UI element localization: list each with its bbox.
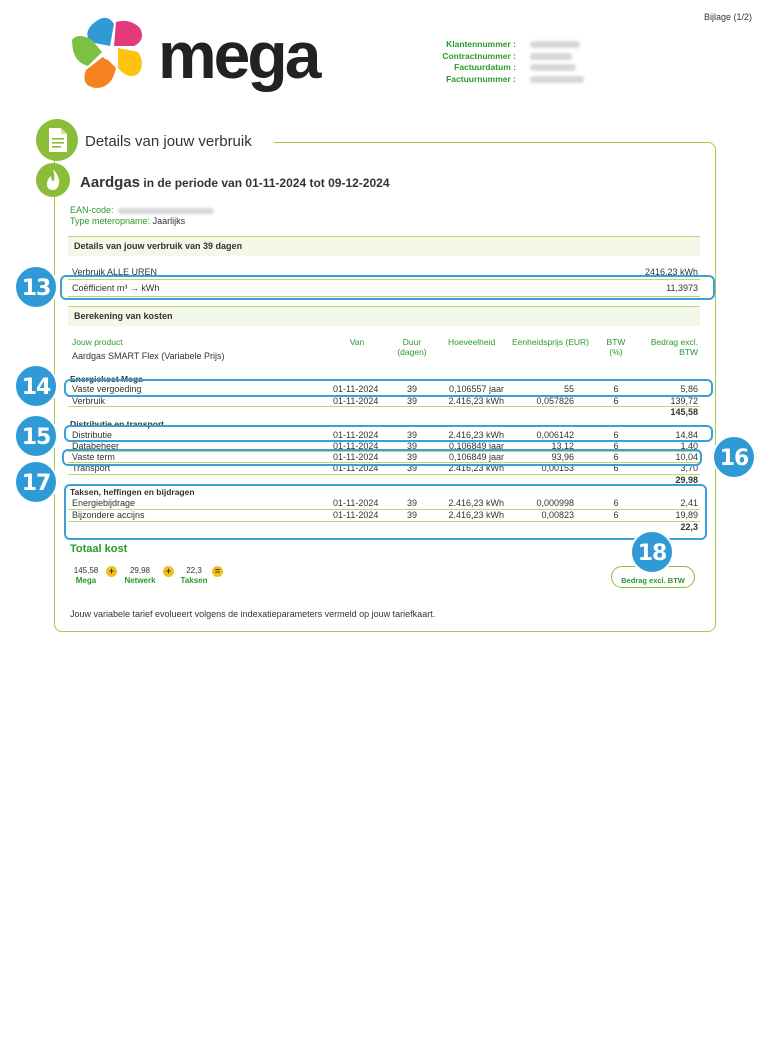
meter-info bbox=[70, 205, 214, 227]
label-customer-number: Klantennummer : bbox=[446, 39, 516, 49]
plus-icon: + bbox=[106, 566, 117, 577]
energy-type: Aardgas bbox=[80, 174, 141, 191]
callout-box-16 bbox=[62, 449, 702, 466]
group-title: Taksen, heffingen en bijdragen bbox=[70, 487, 195, 497]
equals-icon: = bbox=[212, 566, 223, 577]
ean-label: EAN-code: bbox=[70, 205, 114, 215]
table-row: Transport 01-11-2024 39 2.416,23 kWh 0,00153 6 3,70 bbox=[72, 463, 698, 473]
product-name-row bbox=[70, 350, 700, 362]
col-hoeveelheid: Hoeveelheid bbox=[448, 337, 496, 347]
energy-period: in de periode van 01-11-2024 tot 09-12-2024 bbox=[143, 176, 390, 190]
callout-badge-17: 17 bbox=[14, 460, 58, 504]
callout-box-17 bbox=[64, 484, 707, 540]
ean-redacted bbox=[118, 208, 214, 214]
group-title: Distributie en transport bbox=[70, 419, 164, 429]
brand-name: mega bbox=[158, 18, 319, 92]
meter-type-label: Type meteropname: bbox=[70, 216, 151, 226]
group-title: Energiekost Mega bbox=[70, 374, 143, 384]
meter-type-value: Jaarlijks bbox=[152, 216, 186, 226]
usage-label: Verbruik ALLE UREN bbox=[72, 267, 158, 277]
total-mega: 145,58 Mega bbox=[73, 566, 99, 585]
callout-box-15 bbox=[64, 425, 713, 442]
subtotal-taxes: 22,3 bbox=[680, 522, 698, 532]
header-labels bbox=[420, 39, 516, 85]
callout-badge-14: 14 bbox=[14, 364, 58, 408]
table-row: Databeheer 01-11-2024 39 0,106849 jaar 13,12 6 1,40 bbox=[72, 441, 698, 451]
coefficient-label: Coëfficient m³ → kWh bbox=[72, 283, 160, 293]
total-title: Totaal kost bbox=[70, 543, 128, 555]
document-icon-badge bbox=[36, 119, 78, 161]
costs-bar: Berekening van kosten bbox=[68, 306, 700, 326]
plus-icon: + bbox=[163, 566, 174, 577]
col-van: Van bbox=[349, 337, 365, 347]
callout-badge-15: 15 bbox=[14, 414, 58, 458]
tariff-note: Jouw variabele tarief evolueert volgens de indexatieparameters vermeld op jouw tariefkaart. bbox=[70, 609, 436, 619]
product-name: Aardgas SMART Flex (Variabele Prijs) bbox=[72, 351, 225, 361]
mega-logo-icon bbox=[68, 16, 146, 90]
subtotal-row bbox=[70, 406, 700, 418]
callout-box-14 bbox=[64, 379, 713, 397]
callout-badge-18: 18 bbox=[630, 530, 674, 574]
table-row: Vaste term 01-11-2024 39 0,106849 jaar 93,96 6 10,04 bbox=[72, 452, 698, 462]
header-values-redacted bbox=[530, 39, 590, 87]
usage-bar: Details van jouw verbruik van 39 dagen bbox=[68, 236, 700, 256]
coefficient-value: 11,3973 bbox=[666, 283, 698, 293]
callout-badge-13: 13 bbox=[14, 265, 58, 309]
label-invoice-date: Factuurdatum : bbox=[454, 62, 516, 72]
subtotal-mega: 145,58 bbox=[670, 407, 698, 417]
table-row: Energiebijdrage 01-11-2024 39 2.416,23 kWh 0,000998 6 2,41 bbox=[72, 498, 698, 508]
total-taxes: 22,3 Taksen bbox=[180, 566, 208, 585]
table-row: Bijzondere accijns 01-11-2024 39 2.416,23 kWh 0,00823 6 19,89 bbox=[72, 510, 698, 520]
flame-icon-badge bbox=[36, 163, 70, 197]
total-network: 29,98 Netwerk bbox=[124, 566, 156, 585]
usage-value: 2416,23 kWh bbox=[644, 267, 698, 277]
energy-header bbox=[80, 174, 390, 191]
document-icon bbox=[36, 119, 78, 161]
col-btw: BTW (%) bbox=[606, 337, 626, 357]
callout-badge-16: 16 bbox=[712, 435, 756, 479]
table-row: Distributie 01-11-2024 39 2.416,23 kWh 0,006142 6 14,84 bbox=[72, 430, 698, 440]
table-row: Verbruik 01-11-2024 39 2.416,23 kWh 0,057826 6 139,72 bbox=[72, 396, 698, 406]
attachment-label: Bijlage (1/2) bbox=[704, 12, 753, 22]
col-eenheidsprijs: Eenheidsprijs (EUR) bbox=[512, 337, 589, 347]
table-row: Vaste vergoeding 01-11-2024 39 0,106557 jaar 55 6 5,86 bbox=[72, 384, 698, 394]
label-invoice-number: Factuurnummer : bbox=[446, 73, 516, 84]
col-bedrag: Bedrag excl. BTW bbox=[650, 337, 698, 357]
flame-icon bbox=[36, 163, 70, 197]
subtotal-network: 29,98 bbox=[675, 475, 698, 485]
col-duur: Duur (dagen) bbox=[397, 337, 427, 357]
section-title: Details van jouw verbruik bbox=[85, 133, 252, 150]
col-product: Jouw product bbox=[72, 337, 123, 347]
label-contract-number: Contractnummer : bbox=[442, 50, 516, 61]
callout-box-13 bbox=[60, 275, 715, 300]
total-amount-pill: Bedrag excl. BTW bbox=[611, 566, 695, 588]
